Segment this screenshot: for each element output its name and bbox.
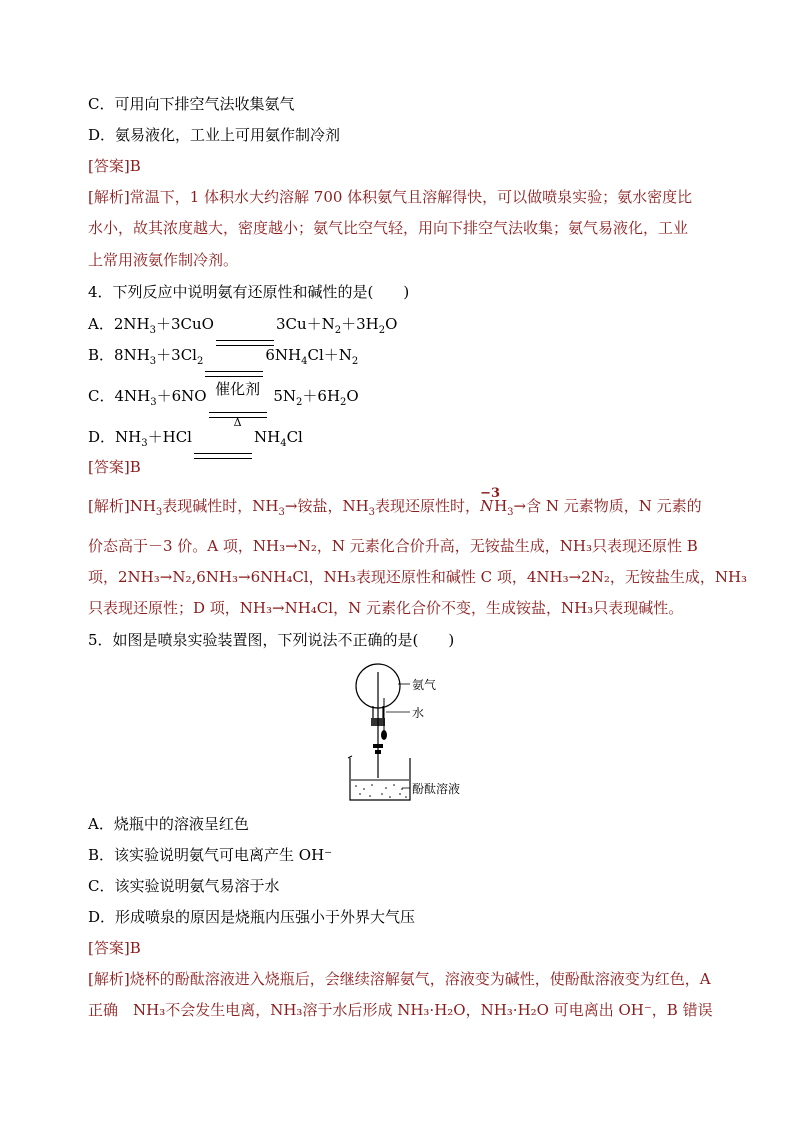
q3-option-d: D．氨易液化，工业上可用氨作制冷剂 <box>88 126 341 144</box>
oxidation-state-label: −3 <box>480 486 501 501</box>
q4-option-a: A．$2NH_3+3CuO$ $3Cu+N_2+3H_2O$ <box>88 314 397 334</box>
catalyst-label: 催化剂 <box>215 380 261 398</box>
label-ammonia: 氨气 <box>412 678 437 692</box>
q4-option-d: D．$NH_3+HCl$ $NH_4Cl$ <box>88 427 303 447</box>
q4-analysis-line-1: [解析]$NH_3$表现碱性时，$NH_3\to$铵盐，$NH_3$表现还原性时， −3 $NH_3\to$含 N 元素物质，N 元素的 <box>88 486 702 518</box>
label-water: 水 <box>412 706 425 720</box>
q5-option-b: B．该实验说明氨气可电离产生 OH⁻ <box>88 846 333 864</box>
q3-option-c: C．可用向下排空气法收集氨气 <box>88 95 295 113</box>
q5-option-c: C．该实验说明氨气易溶于水 <box>88 877 280 895</box>
heat-symbol: Δ <box>233 416 242 429</box>
q5-analysis-line-1: [解析]烧杯的酚酞溶液进入烧瓶后，会继续溶解氨气，溶液变为碱性，使酚酞溶液变为红色，A <box>88 970 711 988</box>
q4-analysis-line-2: 价态高于－3 价。A 项，NH₃→N₂，N 元素化合价升高，无铵盐生成，NH₃只表现还原性 B <box>88 537 698 555</box>
q5-answer: [答案]B <box>88 939 141 957</box>
q4-analysis-line-3: 项，2NH₃→N₂,6NH₃→6NH₄Cl，NH₃表现还原性和碱性 C 项，4NH₃→2N₂，无铵盐生成，NH₃ <box>88 568 748 586</box>
q5-option-d: D．形成喷泉的原因是烧瓶内压强小于外界大气压 <box>88 908 416 926</box>
q3-answer: [答案]B <box>88 157 141 175</box>
q5-analysis-line-2: 正确 NH₃不会发生电离，NH₃溶于水后形成 NH₃·H₂O，NH₃·H₂O 可电离出 OH⁻，B 错误 <box>88 1001 713 1019</box>
q3-analysis-line-1: [解析]常温下，1 体积水大约溶解 700 体积氨气且溶解得快，可以做喷泉实验；氨水密度比 <box>88 188 693 206</box>
label-phenolphthalein: 酚酞溶液 <box>412 782 461 796</box>
q5-stem: 5．如图是喷泉实验装置图，下列说法不正确的是( ) <box>88 631 455 649</box>
q4-option-c: C．$4NH_3+6NO$ 催化剂 Δ $5N_2+6H_2O$ <box>88 386 359 406</box>
q4-answer: [答案]B <box>88 458 141 476</box>
fountain-apparatus-figure <box>340 658 500 808</box>
q3-analysis-line-3: 上常用液氨作制冷剂。 <box>88 251 239 269</box>
q3-analysis-line-2: 水小，故其浓度越大，密度越小；氨气比空气轻，用向下排空气法收集；氨气易液化，工业 <box>88 219 689 237</box>
q4-stem: 4．下列反应中说明氨有还原性和碱性的是( ) <box>88 283 410 301</box>
q4-analysis-line-4: 只表现还原性；D 项，NH₃→NH₄Cl，N 元素化合价不变，生成铵盐，NH₃只表现碱性。 <box>88 599 684 617</box>
q4-option-b: B．$8NH_3+3Cl_2$ $6NH_4Cl+N_2$ <box>88 345 358 365</box>
q5-option-a: A．烧瓶中的溶液呈红色 <box>88 815 249 833</box>
